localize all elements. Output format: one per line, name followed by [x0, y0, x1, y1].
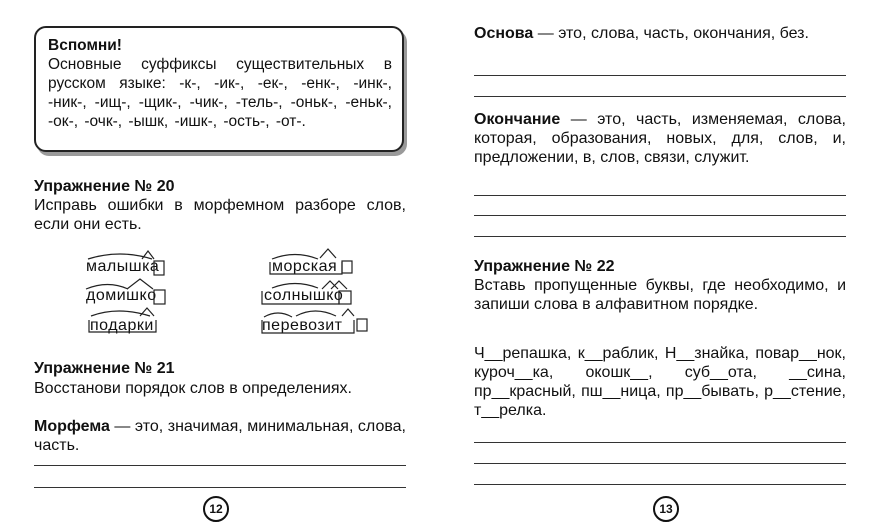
stem-bracket [262, 320, 354, 333]
page-number: 12 [203, 496, 229, 522]
okonchanie-term: Окончание [474, 111, 561, 128]
okonchanie-words: — это, часть, изменяемая, слова, которая, образования, новых, для, слов, и, предложении, в, слов, связи, служит. [474, 111, 846, 166]
ending-box [154, 290, 165, 304]
answer-line [474, 442, 846, 443]
suffix-mark [127, 279, 153, 289]
ending-box [154, 261, 164, 275]
word-morskaya: морская [272, 258, 338, 275]
ending-box [342, 261, 352, 273]
root-arc [296, 311, 336, 316]
answer-line [34, 487, 406, 488]
root-arc [86, 285, 128, 290]
root-arc [272, 255, 318, 260]
morpheme-words: — это, значимая, минимальная, слова, часть. [34, 418, 406, 454]
osnova-term: Основа [474, 25, 534, 42]
word-podarki: подарки [90, 317, 154, 334]
remember-text: Основные суффиксы существительных в русском языке: -к-, -ик-, -ек-, -енк-, -инк-, -ник-, -ищ-, -щик-, -чик-, -тель-, -оньк-, -еньк-, -ок-, -очк-, -ышк, -ишк-, -ость-, -от-. [48, 56, 392, 130]
exercise-22-words: Ч__репашка, к__раблик, Н__знайка, повар__нок, куроч__ка, окошк__, суб__ота, __сина, пр__красный, пш__ница, пр__бывать, р__стение, т__релка. [474, 345, 846, 419]
word-solnyshko: солнышко [264, 287, 344, 304]
okonchanie-definition [474, 110, 846, 167]
right-page [440, 0, 880, 531]
morpheme-definition [34, 417, 406, 455]
word-perevozit: перевозит [262, 317, 343, 334]
prefix-mark [264, 313, 292, 317]
ending-box [357, 319, 367, 331]
root-arc [272, 284, 318, 289]
word-domishko: домишко [86, 287, 157, 304]
osnova-definition [474, 24, 846, 43]
answer-line [474, 215, 846, 216]
morpheme-term: Морфема [34, 418, 110, 435]
exercise-20-heading: Упражнение № 20 [34, 178, 175, 195]
ending-box [339, 291, 351, 304]
remember-title: Вспомни! [48, 37, 122, 54]
osnova-words: — это, слова, часть, окончания, без. [533, 25, 809, 42]
answer-line [474, 96, 846, 97]
exercise-21-heading: Упражнение № 21 [34, 360, 175, 377]
suffix-mark [322, 281, 347, 289]
suffix-mark [320, 249, 336, 258]
answer-line [34, 465, 406, 466]
suffix-mark [342, 309, 354, 316]
answer-line [474, 195, 846, 196]
stem-bracket [270, 262, 342, 274]
answer-line [474, 463, 846, 464]
exercise-21-text: Восстанови порядок слов в определениях. [34, 380, 352, 397]
word-malyshka: малышка [86, 258, 160, 275]
exercise-22-text: Вставь пропущенные буквы, где необходимо, и запиши слова в алфавитном порядке. [474, 277, 846, 313]
answer-line [474, 484, 846, 485]
exercise-20-text: Исправь ошибки в морфемном разборе слов, если они есть. [34, 197, 406, 233]
answer-line [474, 75, 846, 76]
stem-bracket [89, 320, 156, 332]
page-number: 13 [653, 496, 679, 522]
exercise-22-heading: Упражнение № 22 [474, 258, 615, 275]
answer-line [474, 236, 846, 237]
stem-bracket [262, 291, 339, 304]
